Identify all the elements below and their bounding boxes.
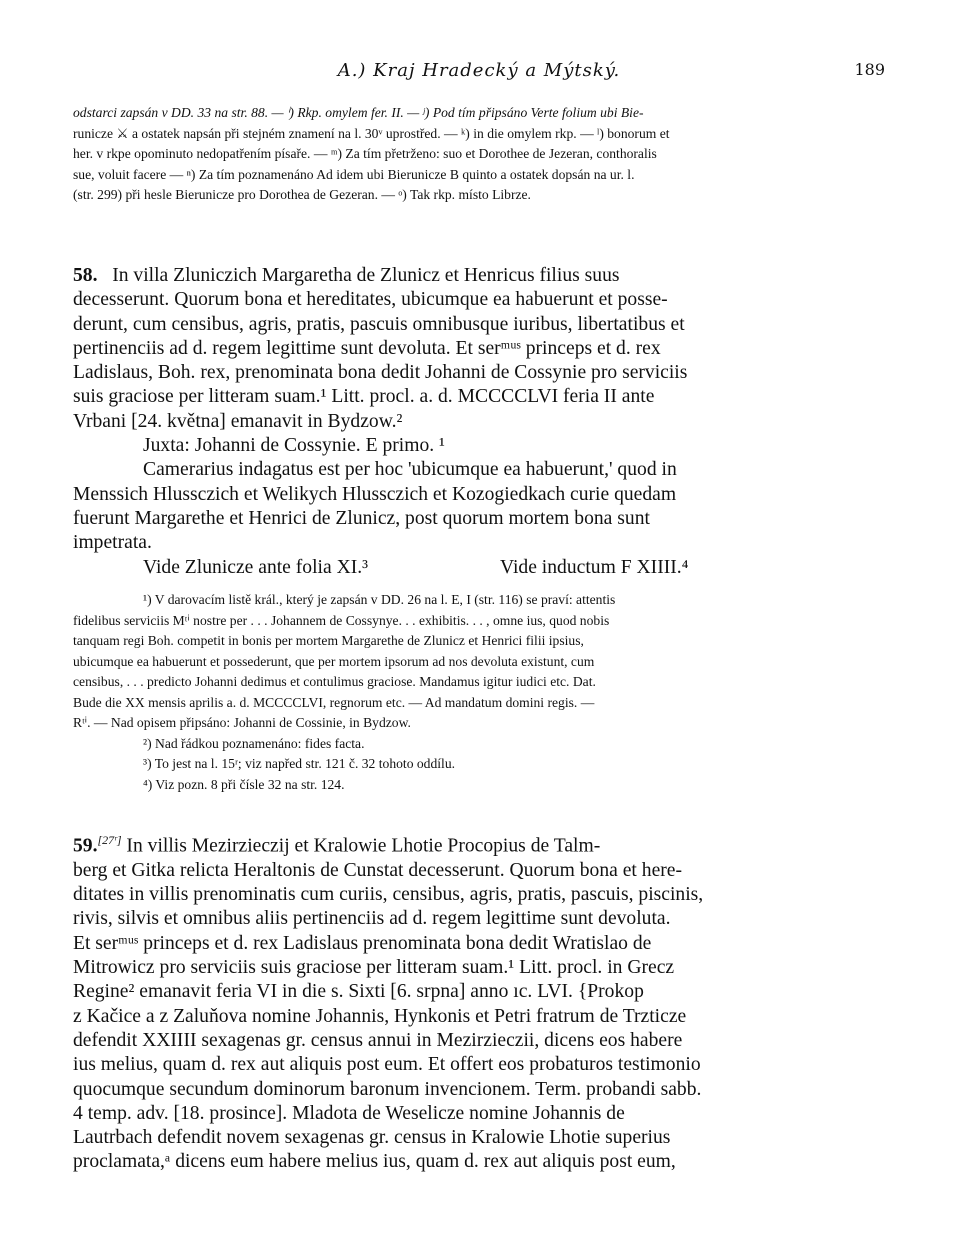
footnote-1-line: ubicumque ea habuerunt et possederunt, que per mortem ipsorum ad nos devoluta existunt, cum [73, 653, 595, 669]
footnote-2: ²) Nad řádkou poznamenáno: fides facta. [143, 735, 365, 751]
entry-line: In villa Zluniczich Margaretha de Zlunicz et Henricus filius suus [112, 265, 620, 286]
entry-line: 4 temp. adv. [18. prosince]. Mladota de Weselicze nomine Johannis de [73, 1102, 625, 1124]
entry-line: z Kačice a z Zaluňova nomine Johannis, Hynkonis et Petri fratrum de Trzticze [73, 1005, 687, 1027]
footnote-1-line: Bude die XX mensis aprilis a. d. MCCCCLVI, regnorum etc. — Ad mandatum domini regis. — [73, 694, 595, 710]
entry-line: ius melius, quam d. rex aut aliquis post eum. Et offert eos probaturos testimonio [73, 1054, 701, 1076]
apparatus-notes [73, 103, 885, 206]
folio-mark: [27ʳ] [97, 833, 122, 847]
apparatus-line: her. v rkpe opominuto nedopatřením písaře. — ᵐ) Za tím přetrženo: suo et Dorothee de Jezeran, conthoralis [73, 146, 657, 161]
apparatus-line: odstarci zapsán v DD. 33 na str. 88. — ⁱ) Rkp. omylem fer. II. — ʲ) Pod tím připsáno Verte folium ubi Bie- [73, 105, 644, 120]
running-title: A.) Kraj Hradecký a Mýtský. [337, 60, 621, 81]
entry-number: 58. [73, 265, 98, 286]
footnote-4: ⁴) Viz pozn. 8 při čísle 32 na str. 124. [143, 776, 345, 792]
entry-line-first [73, 828, 885, 859]
footnote-1-line: fidelibus serviciis Mᵗⁱ nostre per . . . Johannem de Cossynye. . . exhibitis. . . , omne ius, quod nobis [73, 612, 610, 628]
camerarius-line: Menssich Hlussczich et Welikych Hlussczich et Kozogiedkach curie quedam [73, 483, 677, 505]
vide-right: Vide inductum F XIIII.⁴ [500, 556, 689, 578]
entry-line: Ladislaus, Boh. rex, prenominata bona dedit Johanni de Cossynie pro serviciis [73, 362, 688, 384]
camerarius-line: fuerunt Margarethe et Henrici de Zlunicz, post quorum mortem bona sunt [73, 507, 650, 529]
footnote-3: ³) To jest na l. 15ʳ; viz napřed str. 121 č. 32 tohoto oddílu. [143, 756, 456, 771]
entry-line: proclamata,ᵃ dicens eum habere melius ius, quam d. rex aut aliquis post eum, [73, 1151, 676, 1173]
footnote-1-line: Rᵗⁱ. — Nad opisem připsáno: Johanni de Cossinie, in Bydzow. [73, 715, 411, 730]
entry-line: In villis Mezirzieczij et Kralowie Lhotie Procopius de Talm- [126, 835, 601, 857]
entry-line: rivis, silvis et omnibus aliis pertinenciis ad d. regem legittime sunt devoluta. [73, 908, 671, 930]
apparatus-line: (str. 299) při hesle Bierunicze pro Dorothea de Gezeran. — ᵒ) Tak rkp. místo Librze. [73, 187, 531, 202]
entry-59 [73, 828, 885, 1175]
camerarius-line: Camerarius indagatus est per hoc 'ubicumque ea habuerunt,' quod in [143, 459, 677, 481]
entry-line-first [73, 264, 885, 288]
entry-line: Vrbani [24. května] emanavit in Bydzow.² [73, 410, 403, 432]
entry-58 [73, 264, 885, 580]
page-number: 189 [854, 60, 885, 79]
entry-number: 59. [73, 835, 98, 857]
page-header [73, 60, 885, 86]
footnotes [73, 590, 885, 795]
apparatus-line: sue, voluit facere — ⁿ) Za tím poznamenáno Ad idem ubi Bierunicze B quinto a ostatek dopsán na ur. l. [73, 166, 635, 182]
vide-row [143, 556, 885, 580]
apparatus-line: runicze ⚔ a ostatek napsán při stejném znamení na l. 30ᵛ uprostřed. — ᵏ) in die omylem rkp. — ˡ) bonorum et [73, 125, 670, 141]
entry-line: derunt, cum censibus, agris, pratis, pascuis omnibusque iuribus, libertatibus et [73, 313, 685, 335]
footnote-1-line: tanquam regi Boh. competit in bonis per mortem Margarethe de Zlunicz et Henrici filii ipsius, [73, 633, 584, 648]
entry-line: Mitrowicz pro serviciis suis graciose per litteram suam.¹ Litt. procl. in Grecz [73, 957, 675, 979]
entry-line: Lautrbach defendit novem sexagenas gr. census in Kralowie Lhotie superius [73, 1127, 671, 1149]
footnote-1-line: censibus, . . . predicto Johanni dedimus et contulimus graciose. Mandamus igitur iudici etc. Dat. [73, 674, 596, 689]
entry-line: pertinenciis ad d. regem legittime sunt devoluta. Et serᵐᵘˢ princeps et d. rex [73, 337, 661, 359]
footnote-1-line: ¹) V darovacím listě král., který je zapsán v DD. 26 na l. E, I (str. 116) se praví: attentis [143, 592, 616, 607]
juxta-line: Juxta: Johanni de Cossynie. E primo. ¹ [143, 435, 445, 457]
entry-line: decesserunt. Quorum bona et hereditates, ubicumque ea habuerunt et posse- [73, 289, 668, 311]
entry-line: ditates in villis prenominatis cum curiis, censibus, agris, pratis, pascuis, piscinis, [73, 884, 704, 906]
vide-left: Vide Zlunicze ante folia XI.³ [143, 556, 369, 578]
entry-line: berg et Gitka relicta Heraltonis de Cunstat decesserunt. Quorum bona et here- [73, 859, 683, 881]
entry-line: Regine² emanavit feria VI in die s. Sixti [6. srpna] anno ıc. LVI. {Prokop [73, 981, 644, 1003]
entry-line: Et serᵐᵘˢ princeps et d. rex Ladislaus prenominata bona dedit Wratislao de [73, 932, 652, 954]
camerarius-line: impetrata. [73, 532, 152, 554]
entry-line: suis graciose per litteram suam.¹ Litt. procl. a. d. MCCCCLVI feria II ante [73, 386, 655, 408]
entry-line: defendit XXIIII sexagenas gr. census annui in Mezirzieczii, dicens eos habere [73, 1029, 683, 1051]
entry-line: quocumque secundum dominorum baronum invencionem. Term. probandi sabb. [73, 1078, 702, 1100]
